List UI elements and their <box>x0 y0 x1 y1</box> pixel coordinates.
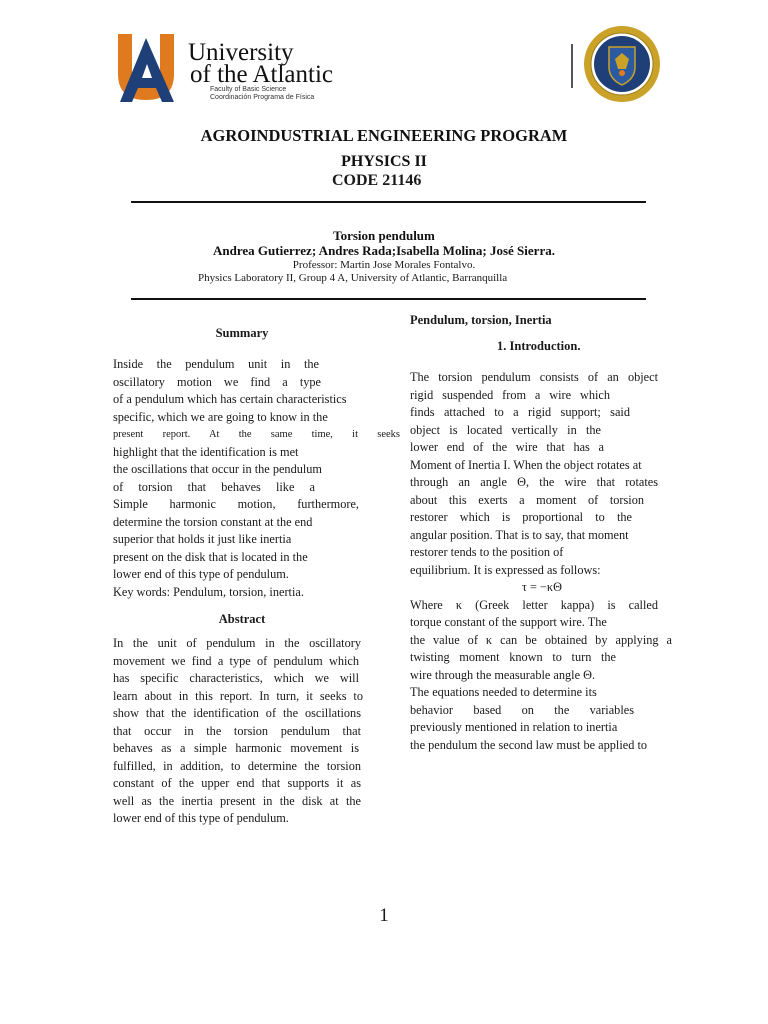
course-code: CODE 21146 <box>332 172 422 189</box>
summary-line: Simple harmonic motion, furthermore, <box>113 497 359 511</box>
header-divider <box>571 44 573 88</box>
abstract-line: that occur in the torsion pendulum that <box>113 723 361 738</box>
summary-line: oscillatory motion we find a type <box>113 374 321 389</box>
summary-line: determine the torsion constant at the end <box>113 514 313 529</box>
introduction-heading: 1. Introduction. <box>497 339 581 353</box>
university-name-line1: University <box>188 39 294 66</box>
intro-line: wire through the measurable angle Θ. <box>410 667 596 682</box>
summary-line: present on the disk that is located in the <box>113 549 308 564</box>
intro-line: restorer which is proportional to the <box>410 510 632 524</box>
abstract-line: show that the identification of the oscillations <box>113 706 361 720</box>
summary-line: Inside the pendulum unit in the <box>113 357 319 371</box>
professor: Professor: Martin Jose Morales Fontalvo. <box>292 259 476 271</box>
abstract-line: well as the inertia present in the disk at the <box>113 793 361 808</box>
abstract-line: fulfilled, in addition, to determine the torsion <box>113 758 361 773</box>
header-rule-bottom <box>131 298 646 300</box>
page-number: 1 <box>379 905 389 926</box>
authors: Andrea Gutierrez; Andres Rada;Isabella Molina; José Sierra. <box>213 243 555 258</box>
summary-line: specific, which we are going to know in the <box>113 409 328 424</box>
summary-line: of torsion that behaves like a <box>113 479 315 494</box>
program-title: AGROINDUSTRIAL ENGINEERING PROGRAM <box>200 126 568 145</box>
intro-line: Where κ (Greek letter kappa) is called <box>410 597 658 612</box>
abstract-line: lower end of this type of pendulum. <box>113 811 289 825</box>
intro-line: Moment of Inertia I. When the object rotates at <box>410 457 642 472</box>
abstract-line: behaves as a simple harmonic movement is <box>113 741 359 755</box>
university-seal-icon <box>583 25 661 103</box>
keywords-heading: Pendulum, torsion, Inertia <box>410 313 552 327</box>
course-title: PHYSICS II <box>341 153 427 170</box>
summary-line: superior that holds it just like inertia <box>113 532 292 546</box>
summary-line: the oscillations that occur in the pendulum <box>113 462 322 476</box>
paper-title: Torsion pendulum <box>333 228 435 243</box>
ua-logo-icon <box>112 28 184 104</box>
abstract-line: movement we find a type of pendulum which <box>113 653 359 668</box>
intro-line: about this exerts a moment of torsion <box>410 492 644 507</box>
university-logo <box>112 28 342 108</box>
affiliation: Physics Laboratory II, Group 4 A, University of Atlantic, Barranquilla <box>198 272 508 284</box>
intro-line: through an angle Θ, the wire that rotates <box>410 475 658 489</box>
abstract-heading: Abstract <box>218 612 266 626</box>
keywords-line: Key words: Pendulum, torsion, inertia. <box>113 584 304 599</box>
university-name-line2: of the Atlantic <box>190 61 334 88</box>
intro-line: The equations needed to determine its <box>410 685 597 699</box>
intro-line: rigid suspended from a wire which <box>410 387 610 402</box>
abstract-line: constant of the upper end that supports it as <box>113 776 361 790</box>
intro-line: The torsion pendulum consists of an object <box>410 370 658 384</box>
intro-line: behavior based on the variables <box>410 702 634 717</box>
university-name <box>188 39 334 88</box>
intro-line: restorer tends to the position of <box>410 545 564 559</box>
abstract-body <box>113 635 402 828</box>
abstract-line: has specific characteristics, which we will <box>113 671 359 685</box>
intro-line: equilibrium. It is expressed as follows: <box>410 562 601 577</box>
summary-line: lower end of this type of pendulum. <box>113 567 289 581</box>
header-rule-top <box>131 201 646 203</box>
summary-line: highlight that the identification is met <box>113 444 299 459</box>
introduction-body <box>410 369 674 754</box>
abstract-line: In the unit of pendulum in the oscillatory <box>113 636 361 650</box>
summary-body <box>113 356 402 601</box>
coordination-line: Coordinación Programa de Física <box>210 94 315 101</box>
summary-heading: Summary <box>215 326 269 340</box>
abstract-line: learn about in this report. In turn, it seeks to <box>113 688 363 703</box>
intro-line: twisting moment known to turn the <box>410 650 616 664</box>
intro-line: object is located vertically in the <box>410 422 601 437</box>
torque-equation: τ = −κΘ <box>521 580 563 594</box>
intro-line: the value of κ can be obtained by applying a <box>410 632 672 647</box>
faculty-line: Faculty of Basic Science <box>210 86 287 93</box>
intro-line: the pendulum the second law must be applied to <box>410 737 648 752</box>
intro-line: angular position. That is to say, that moment <box>410 527 629 542</box>
intro-line: previously mentioned in relation to inertia <box>410 720 618 734</box>
intro-line: lower end of the wire that has a <box>410 440 604 454</box>
faculty-subtitle <box>210 86 314 102</box>
summary-line: of a pendulum which has certain characteristics <box>113 392 347 406</box>
intro-line: finds attached to a rigid support; said <box>410 405 630 419</box>
intro-line: torque constant of the support wire. The <box>410 615 607 629</box>
summary-line: present report. At the same time, it seeks <box>113 429 400 440</box>
